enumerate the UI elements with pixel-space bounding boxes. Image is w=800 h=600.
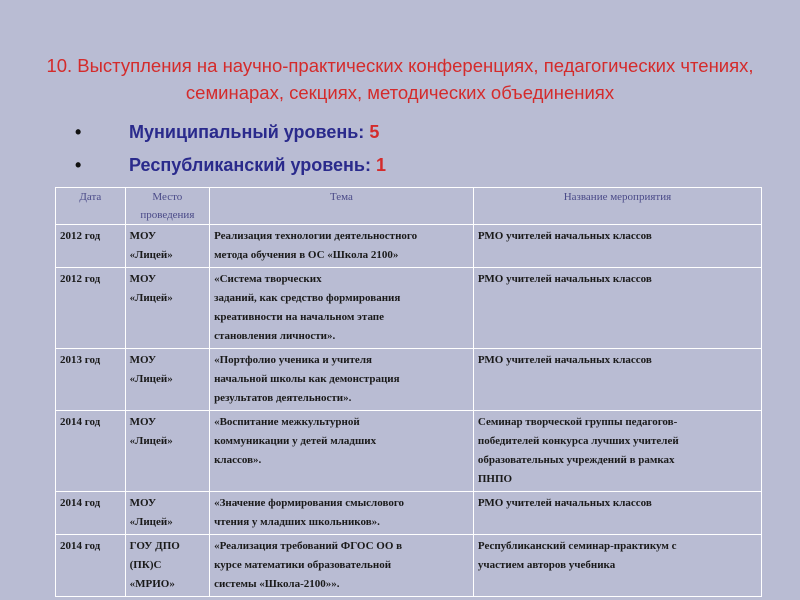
levels-list xyxy=(75,122,775,188)
cell-event: РМО учителей начальных классов xyxy=(473,492,761,535)
level-republic xyxy=(75,155,775,188)
header-date: Дата xyxy=(56,188,126,225)
cell-place: МОУ «Лицей» xyxy=(125,411,209,492)
bullet-icon: • xyxy=(75,155,82,175)
cell-theme: «Значение формирования смыслового чтения у младших школьников». xyxy=(210,492,474,535)
page-title: 10. Выступления на научно-практических конференциях, педагогических чтениях, семинарах, секциях, методических объединениях xyxy=(46,55,754,103)
table-header-row xyxy=(56,188,762,225)
cell-date: 2013 год xyxy=(56,349,126,411)
events-table xyxy=(55,187,762,597)
cell-theme: «Система творческих заданий, как средство формирования креативности на начальном этапе становления личности». xyxy=(210,268,474,349)
cell-date: 2014 год xyxy=(56,492,126,535)
cell-event: РМО учителей начальных классов xyxy=(473,349,761,411)
table-row xyxy=(56,492,762,535)
level-label: Муниципальный уровень: xyxy=(129,122,370,142)
table-row xyxy=(56,349,762,411)
cell-date: 2012 год xyxy=(56,225,126,268)
level-label: Республиканский уровень: xyxy=(129,155,376,175)
cell-date: 2014 год xyxy=(56,411,126,492)
table-row xyxy=(56,268,762,349)
bullet-icon: • xyxy=(75,122,82,142)
cell-event: Семинар творческой группы педагогов- победителей конкурса лучших учителей образовательных учреждений в рамках ПНПО xyxy=(473,411,761,492)
level-value: 5 xyxy=(369,122,380,142)
header-event: Название мероприятия xyxy=(473,188,761,225)
cell-event: РМО учителей начальных классов xyxy=(473,225,761,268)
header-theme: Тема xyxy=(210,188,474,225)
table-row xyxy=(56,535,762,597)
level-municipal xyxy=(75,122,775,155)
table-row xyxy=(56,411,762,492)
cell-event: Республиканский семинар-практикум с участием авторов учебника xyxy=(473,535,761,597)
cell-date: 2014 год xyxy=(56,535,126,597)
table-row xyxy=(56,225,762,268)
cell-place: МОУ «Лицей» xyxy=(125,492,209,535)
cell-date: 2012 год xyxy=(56,268,126,349)
cell-theme: «Воспитание межкультурной коммуникации у детей младших классов». xyxy=(210,411,474,492)
cell-place: МОУ «Лицей» xyxy=(125,268,209,349)
cell-theme: «Реализация требований ФГОС ОО в курсе математики образовательной системы «Школа-2100»». xyxy=(210,535,474,597)
cell-event: РМО учителей начальных классов xyxy=(473,268,761,349)
cell-place: ГОУ ДПО (ПК)С «МРИО» xyxy=(125,535,209,597)
cell-theme: «Портфолио ученика и учителя начальной школы как демонстрация результатов деятельности». xyxy=(210,349,474,411)
cell-place: МОУ «Лицей» xyxy=(125,349,209,411)
cell-theme: Реализация технологии деятельностного метода обучения в ОС «Школа 2100» xyxy=(210,225,474,268)
cell-place: МОУ «Лицей» xyxy=(125,225,209,268)
level-value: 1 xyxy=(375,155,386,175)
header-place: Место проведения xyxy=(125,188,209,225)
